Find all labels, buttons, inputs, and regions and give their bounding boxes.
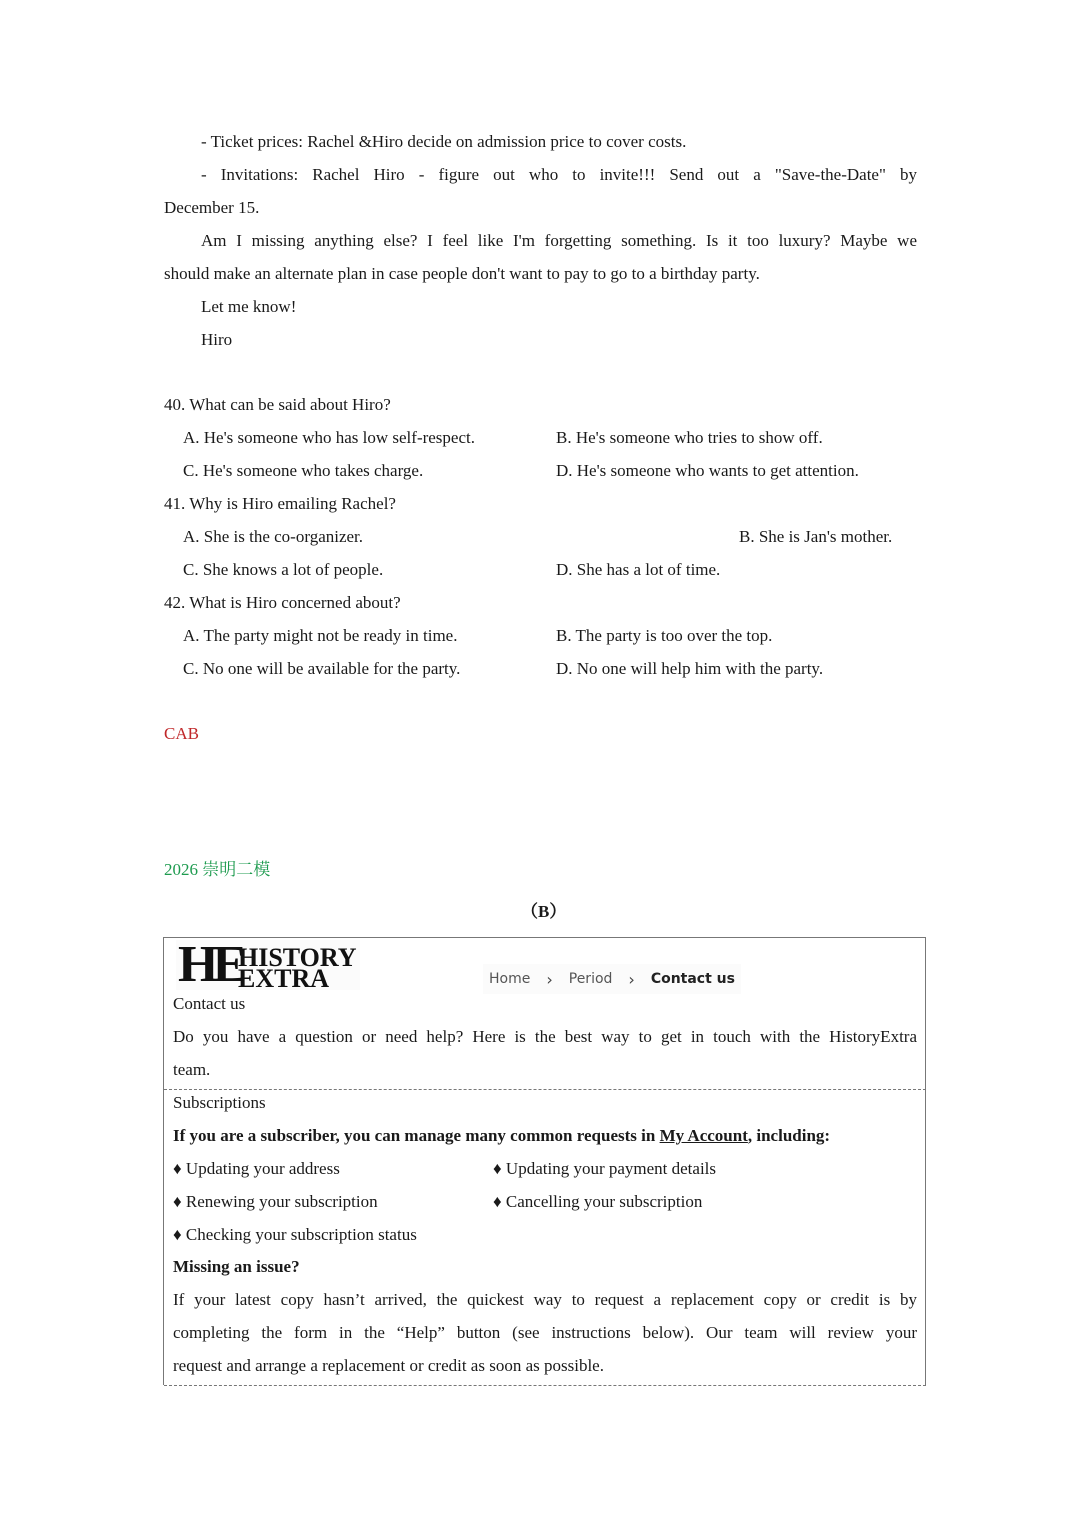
question-42-option-c: C. No one will be available for the party. <box>183 659 461 678</box>
logo-line2: EXTRA <box>238 964 330 993</box>
email-invites-line1 <box>164 164 917 186</box>
question-41-option-d: D. She has a lot of time. <box>556 560 721 579</box>
divider <box>164 1089 926 1090</box>
intro-line1: Do you have a question or need help? Here is the best way to get in touch with the HistoryExtra <box>173 1027 917 1046</box>
question-40-option-d: D. He's someone who wants to get attention. <box>556 461 859 480</box>
email-invites-line2: December 15. <box>164 198 260 217</box>
my-account-link[interactable]: My Account <box>659 1126 748 1145</box>
question-40-option-a: A. He's someone who has low self-respect. <box>183 428 475 447</box>
question-41-option-b: B. She is Jan's mother. <box>739 527 893 546</box>
question-40-option-c: C. He's someone who takes charge. <box>183 461 424 480</box>
missing-line3: request and arrange a replacement or credit as soon as possible. <box>173 1356 604 1375</box>
email-signature: Hiro <box>201 330 233 349</box>
question-41-stem: 41. Why is Hiro emailing Rachel? <box>164 494 396 513</box>
list-item: ♦ Checking your subscription status <box>173 1225 417 1244</box>
source-label: 2026 崇明二模 <box>164 860 271 879</box>
subscriptions-heading: Subscriptions <box>173 1093 266 1112</box>
list-item: ♦ Renewing your subscription <box>173 1192 378 1211</box>
breadcrumb-period[interactable]: Period <box>568 971 613 987</box>
email-tickets: - Ticket prices: Rachel &Hiro decide on admission price to cover costs. <box>201 132 687 151</box>
email-missing-text2: should make an alternate plan in case people don't want to pay to go to a birthday party. <box>164 264 760 283</box>
page-title: Contact us <box>173 994 246 1013</box>
list-item: ♦ Updating your address <box>173 1159 340 1178</box>
question-42-stem: 42. What is Hiro concerned about? <box>164 593 401 612</box>
subscriptions-intro-text: If you are a subscriber, you can manage many common requests in <box>173 1126 660 1145</box>
question-42-option-b: B. The party is too over the top. <box>556 626 773 645</box>
missing-line1: If your latest copy hasn’t arrived, the quickest way to request a replacement copy or credit is by <box>173 1290 917 1309</box>
list-item: ♦ Updating your payment details <box>493 1159 717 1178</box>
chevron-right-icon: › <box>628 969 635 989</box>
email-invites <box>164 164 917 219</box>
section-label: （B） <box>521 902 567 921</box>
intro-line2: team. <box>173 1060 211 1079</box>
logo-line1: HISTORY <box>238 943 357 972</box>
intro-paragraph <box>173 1026 917 1081</box>
chevron-right-icon: › <box>546 969 553 989</box>
breadcrumb <box>483 964 741 994</box>
breadcrumb-current: Contact us <box>650 971 735 987</box>
question-40-stem: 40. What can be said about Hiro? <box>164 395 391 414</box>
email-invites-text1: - Invitations: Rachel Hiro - figure out who to invite!!! Send out a "Save-the-Date" by <box>201 165 917 184</box>
question-41-option-c: C. She knows a lot of people. <box>183 560 384 579</box>
missing-issue-paragraph <box>173 1289 917 1377</box>
history-extra-logo <box>176 936 360 993</box>
question-40-option-b: B. He's someone who tries to show off. <box>556 428 823 447</box>
question-41-option-a: A. She is the co-organizer. <box>183 527 364 546</box>
subscriptions-intro-suffix: , including: <box>747 1126 831 1145</box>
breadcrumb-home[interactable]: Home <box>489 971 531 987</box>
missing-line2: completing the form in the “Help” button (see instructions below). Our team will review your <box>173 1323 917 1342</box>
email-missing <box>164 230 917 285</box>
question-42-option-a: A. The party might not be ready in time. <box>183 626 458 645</box>
email-missing-text1: Am I missing anything else? I feel like I'm forgetting something. Is it too luxury? Maybe we <box>201 231 917 250</box>
divider <box>164 1385 926 1386</box>
answer-key: CAB <box>164 724 199 743</box>
email-closing: Let me know! <box>201 297 297 316</box>
question-42-option-d: D. No one will help him with the party. <box>556 659 824 678</box>
logo-letters: HE <box>178 936 242 993</box>
subscriptions-intro <box>173 1125 830 1147</box>
missing-issue-heading: Missing an issue? <box>173 1257 300 1276</box>
list-item: ♦ Cancelling your subscription <box>493 1192 703 1211</box>
